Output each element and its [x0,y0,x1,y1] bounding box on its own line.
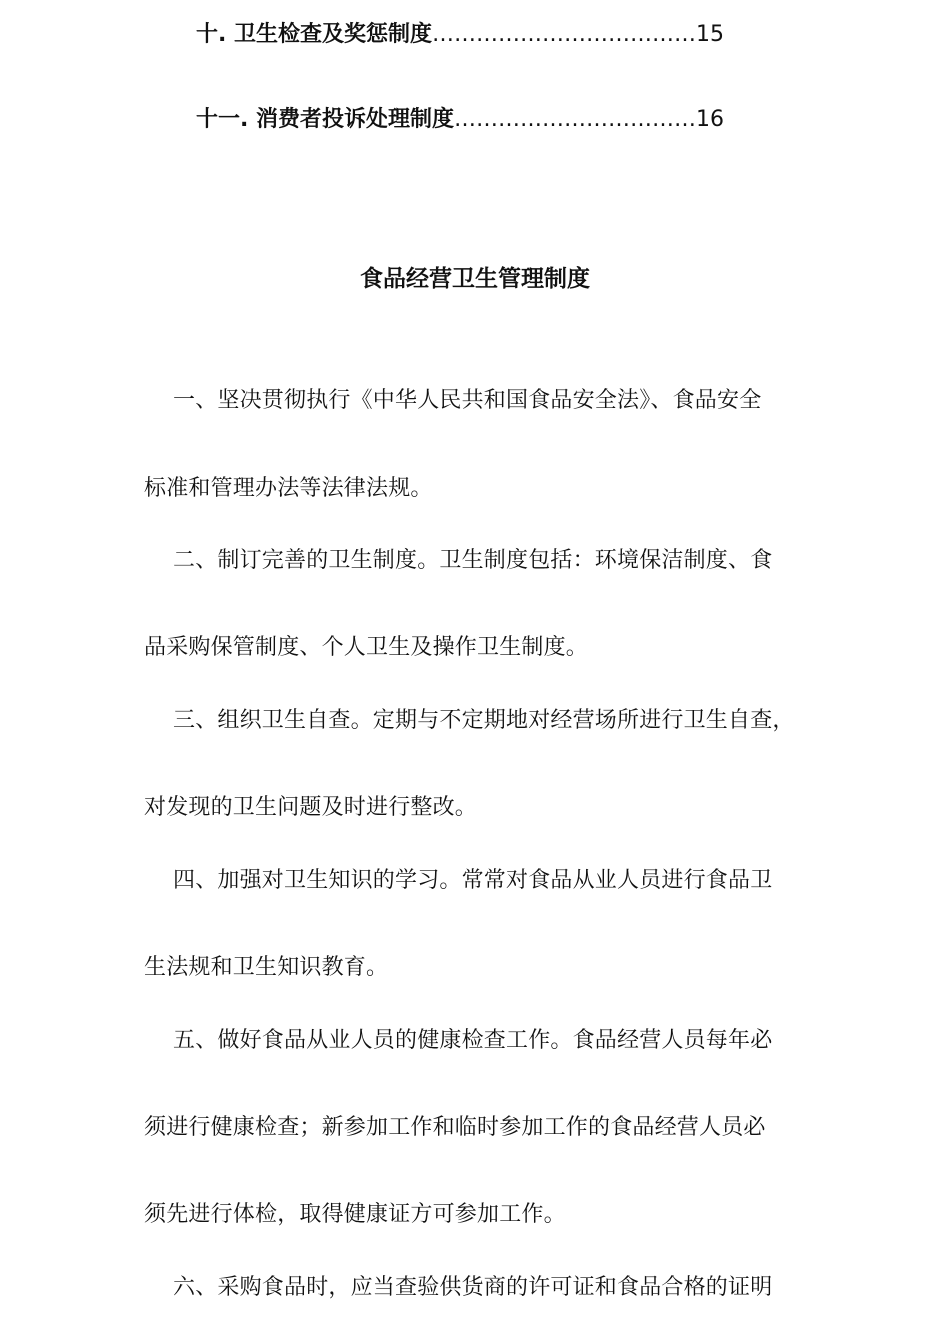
paragraph-line: 生法规和卫生知识教育。 [144,955,389,980]
toc-entry[interactable] [196,105,724,135]
toc-entry-page-number: 15 [696,22,725,47]
toc-entry-leader: …………………………… [454,107,697,132]
paragraph-line: 须先进行体检，取得健康证方可参加工作。 [144,1202,566,1227]
paragraph-line: 三、组织卫生自查。定期与不定期地对经营场所进行卫生自查， [173,708,795,733]
paragraph-line: 品采购保管制度、个人卫生及操作卫生制度。 [144,635,589,660]
paragraph-line: 二、制订完善的卫生制度。卫生制度包括：环境保洁制度、食 [173,548,773,573]
toc-entry-title: 十一. 消费者投诉处理制度 [196,107,455,132]
paragraph-line: 六、采购食品时，应当查验供货商的许可证和食品合格的证明 [173,1275,773,1300]
toc-entry-page-number: 16 [696,107,725,132]
paragraph-line: 五、做好食品从业人员的健康检查工作。食品经营人员每年必 [173,1028,773,1053]
paragraph-line: 四、加强对卫生知识的学习。常常对食品从业人员进行食品卫 [173,868,773,893]
paragraph-line: 一、坚决贯彻执行《中华人民共和国食品安全法》、食品安全 [173,388,762,413]
paragraph-line: 对发现的卫生问题及时进行整改。 [144,795,478,820]
paragraph-line: 须进行健康检查；新参加工作和临时参加工作的食品经营人员必 [144,1115,766,1140]
document-title: 食品经营卫生管理制度 [360,266,590,292]
toc-entry-leader: ……………………………… [432,22,697,47]
toc-entry[interactable] [196,20,724,50]
paragraph-line: 标准和管理办法等法律法规。 [144,476,433,501]
toc-entry-title: 十. 卫生检查及奖惩制度 [196,22,433,47]
